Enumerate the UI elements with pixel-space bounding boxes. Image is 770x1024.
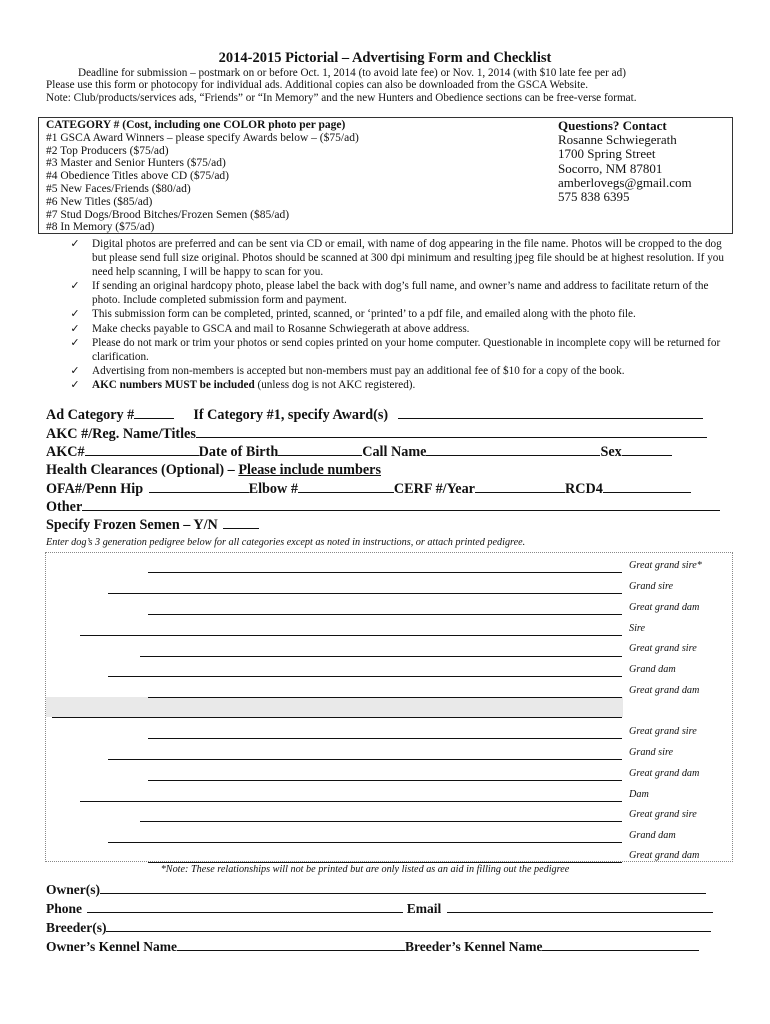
dob-field[interactable] (278, 443, 362, 456)
sex-field[interactable] (622, 443, 672, 456)
email-field[interactable] (447, 900, 713, 913)
breeder-field[interactable] (106, 919, 711, 932)
akc-required-text: AKC numbers MUST be included (92, 378, 255, 391)
checklist-item: ✓ This submission form can be completed, printed, scanned, or ‘printed’ to a pdf file, and emailed along with the photo file. (68, 307, 728, 321)
pedigree-label: Dam (629, 789, 649, 800)
deadline-line: Deadline for submission – postmark on or before Oct. 1, 2014 (to avoid late fee) or Nov. 1, 2014 (with $10 late fee per ad) (78, 67, 626, 79)
pedigree-line[interactable] (80, 801, 622, 802)
akc-number-field[interactable] (85, 443, 199, 456)
owner-field[interactable] (100, 881, 706, 894)
pedigree-label: Great grand sire (629, 809, 697, 820)
frozen-semen-row: Specify Frozen Semen – Y/N (46, 516, 259, 534)
pedigree-line[interactable] (148, 862, 622, 863)
owner-row: Owner(s) (46, 881, 706, 898)
award-field[interactable] (398, 406, 703, 419)
pedigree-label: Sire (629, 623, 646, 634)
form-title: 2014-2015 Pictorial – Advertising Form and Checklist (218, 50, 552, 66)
category-item: #8 In Memory ($75/ad) (46, 221, 155, 234)
category-list (46, 119, 359, 234)
other-field[interactable] (82, 498, 720, 511)
checkmark-icon: ✓ (70, 308, 80, 321)
category-item: #4 Obedience Titles above CD ($75/ad) (46, 170, 230, 183)
elbow-field[interactable] (298, 480, 394, 493)
breeder-row: Breeder(s) (46, 919, 711, 936)
phone-email-row: Phone Email (46, 900, 713, 917)
owner-kennel-field[interactable] (177, 938, 405, 951)
pedigree-label: Great grand sire (629, 726, 697, 737)
health-row: Health Clearances (Optional) – Please include numbers (46, 462, 381, 478)
other-row: Other (46, 498, 720, 516)
pedigree-line[interactable] (148, 697, 622, 698)
category-header: CATEGORY # (Cost, including one COLOR photo per page) (46, 119, 346, 131)
pedigree-divider (46, 697, 623, 717)
pedigree-line[interactable] (80, 635, 622, 636)
pedigree-label: Great grand sire (629, 643, 697, 654)
contact-street: 1700 Spring Street (558, 146, 656, 162)
pedigree-line[interactable] (108, 842, 622, 843)
pedigree-line[interactable] (148, 780, 622, 781)
cerf-field[interactable] (475, 480, 565, 493)
akc-row: AKC# Date of Birth Call Name Sex (46, 443, 672, 461)
akc-name-field[interactable] (196, 425, 707, 438)
pedigree-footnote: *Note: These relationships will not be printed but are only listed as an aid in filling out the pedigree (160, 864, 570, 875)
pedigree-line[interactable] (148, 738, 622, 739)
akc-name-row: AKC #/Reg. Name/Titles (46, 425, 707, 443)
checkmark-icon: ✓ (70, 238, 80, 250)
call-name-field[interactable] (426, 443, 600, 456)
checkmark-icon: ✓ (70, 364, 80, 377)
pedigree-label: Great grand dam (629, 850, 700, 861)
category-item: #2 Top Producers ($75/ad) (46, 144, 169, 157)
pedigree-instructions: Enter dog’s 3 generation pedigree below for all categories except as noted in instructions, or attach printed pedigree. (46, 537, 526, 548)
checklist-item: ✓ If sending an original hardcopy photo, please label the back with dog’s full name, and owner’s name and address to facilitate return of the photo. Include completed submission form and payment. (68, 279, 728, 307)
contact-header: Questions? Contact (558, 118, 667, 133)
intro-text (46, 67, 637, 104)
rcd4-field[interactable] (603, 480, 691, 493)
pedigree-line[interactable] (140, 656, 622, 657)
phone-field[interactable] (87, 900, 403, 913)
ad-category-field[interactable] (134, 406, 174, 419)
category-item: #7 Stud Dogs/Brood Bitches/Frozen Semen ($85/ad) (46, 208, 290, 221)
pedigree-line[interactable] (148, 614, 622, 615)
pedigree-label: Great grand dam (629, 602, 700, 613)
checklist (68, 237, 728, 392)
pedigree-line[interactable] (108, 676, 622, 677)
checklist-item: ✓ AKC numbers MUST be included (unless dog is not AKC registered). (68, 378, 728, 392)
checklist-item: ✓ Digital photos are preferred and can be sent via CD or email, with name of dog appearing in the file name. Photos will be cropped to the dog but please send full size original. Photos should be scanned at 300 dpi minimum and resulting jpeg file should be at highest resolution. If you need help scanning, I will be happy to scan for you. (68, 237, 728, 279)
pedigree-label: Great grand dam (629, 685, 700, 696)
contact-city: Socorro, NM 87801 (558, 160, 663, 176)
checkmark-icon: ✓ (70, 378, 80, 391)
pedigree-line[interactable] (108, 593, 622, 594)
category-item: #6 New Titles ($85/ad) (46, 195, 153, 208)
contact-name: Rosanne Schwiegerath (558, 132, 677, 148)
breeder-kennel-field[interactable] (542, 938, 699, 951)
clearances-row: OFA#/Penn Hip Elbow # CERF #/Year RCD4 (46, 480, 691, 498)
pedigree-label: Grand sire (629, 581, 674, 592)
pedigree-label: Grand sire (629, 747, 674, 758)
checklist-item: ✓ Advertising from non-members is accepted but non-members must pay an additional fee of $10 for a copy of the book. (68, 364, 728, 378)
frozen-semen-field[interactable] (223, 516, 259, 529)
ad-category-row: Ad Category # If Category #1, specify Award(s) (46, 406, 703, 424)
pedigree-label: Great grand sire* (629, 560, 702, 571)
contact-block (558, 119, 692, 204)
ofa-field[interactable] (149, 480, 249, 493)
checklist-item: ✓ Make checks payable to GSCA and mail to Rosanne Schwiegerath at above address. (68, 322, 728, 336)
pedigree-label: Grand dam (629, 830, 676, 841)
note-line: Note: Club/products/services ads, “Friends” or “In Memory” and the new Hunters and Obedience sections can be free-verse format. (46, 91, 637, 104)
kennel-row: Owner’s Kennel Name Breeder’s Kennel Name (46, 938, 699, 955)
photocopy-line: Please use this form or photocopy for individual ads. Additional copies can also be downloaded from the GSCA Website. (46, 79, 589, 92)
pedigree-label: Great grand dam (629, 768, 700, 779)
pedigree-label: Grand dam (629, 664, 676, 675)
checkmark-icon: ✓ (70, 280, 80, 293)
checkmark-icon: ✓ (70, 336, 80, 349)
pedigree-line[interactable] (108, 759, 622, 760)
checklist-item: ✓ Please do not mark or trim your photos or send copies printed on your home computer. Questionable in incomplete copy will be returned for clarification. (68, 336, 728, 364)
category-item: #5 New Faces/Friends ($80/ad) (46, 182, 191, 195)
pedigree-line[interactable] (52, 717, 622, 718)
contact-phone: 575 838 6395 (558, 189, 630, 205)
pedigree-line[interactable] (140, 821, 622, 822)
category-item: #3 Master and Senior Hunters ($75/ad) (46, 157, 226, 170)
contact-email[interactable]: amberlovegs@gmail.com (558, 174, 692, 190)
pedigree-line[interactable] (148, 572, 622, 573)
category-item: #1 GSCA Award Winners – please specify Awards below – ($75/ad) (46, 131, 359, 144)
checkmark-icon: ✓ (70, 322, 80, 335)
